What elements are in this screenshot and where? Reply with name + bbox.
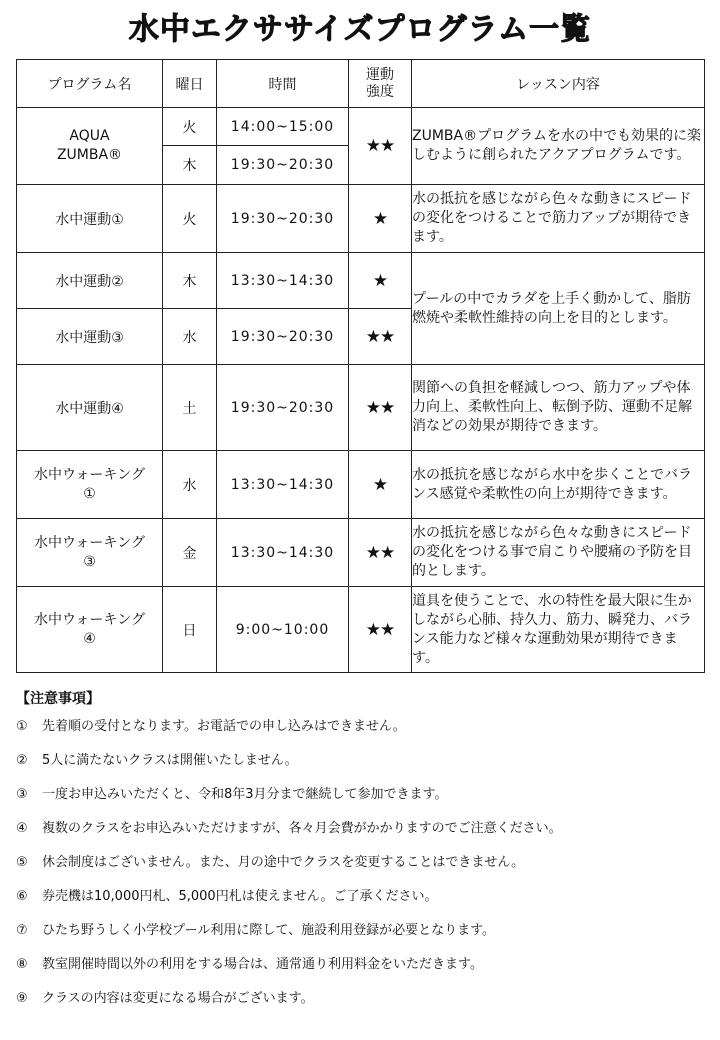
list-item — [16, 853, 706, 887]
header-time: 時間 — [217, 60, 349, 108]
program-name-line1: 水中ウォーキング — [33, 534, 146, 551]
time-cell: 19:30~20:30 — [217, 185, 349, 253]
program-name-line2: ④ — [83, 630, 96, 647]
note-number: ⑨ — [16, 991, 28, 1006]
intensity-stars: ★ — [349, 253, 412, 309]
list-item — [16, 717, 706, 751]
note-number: ② — [16, 753, 28, 768]
time-cell: 19:30~20:30 — [217, 146, 349, 185]
day-cell: 日 — [163, 587, 217, 673]
program-name: 水中運動③ — [17, 309, 163, 365]
page-title: 水中エクササイズプログラム一覧 — [128, 12, 592, 47]
lesson-description: 水の抵抗を感じながら色々な動きにスピードの変化をつけることで筋力アップが期待できます。 — [412, 185, 705, 253]
time-cell: 13:30~14:30 — [217, 519, 349, 587]
program-name — [17, 451, 163, 519]
notes-heading: 【注意事項】 — [16, 691, 100, 707]
note-text: 複数のクラスをお申込みいただけますが、各々月会費がかかりますのでご注意ください。 — [42, 821, 562, 836]
table-row — [17, 108, 705, 146]
note-text: 券売機は10,000円札、5,000円札は使えません。ご了承ください。 — [42, 889, 438, 904]
day-cell: 土 — [163, 365, 217, 451]
lesson-description: 水の抵抗を感じながら水中を歩くことでバランス感覚や柔軟性の向上が期待できます。 — [412, 451, 705, 519]
note-text: 5人に満たないクラスは開催いたしません。 — [42, 753, 298, 768]
time-cell: 13:30~14:30 — [217, 451, 349, 519]
day-cell: 水 — [163, 451, 217, 519]
list-item — [16, 921, 706, 955]
list-item — [16, 989, 706, 1023]
program-name: 水中運動④ — [17, 365, 163, 451]
note-number: ④ — [16, 821, 28, 836]
note-number: ⑧ — [16, 957, 28, 972]
note-number: ⑦ — [16, 923, 28, 938]
header-intensity-line1: 運動 — [366, 66, 394, 83]
table-row — [17, 451, 705, 519]
note-text: 休会制度はございません。また、月の途中でクラスを変更することはできません。 — [42, 855, 525, 870]
intensity-stars: ★★ — [349, 519, 412, 587]
note-number: ① — [16, 719, 28, 734]
time-cell: 19:30~20:30 — [217, 309, 349, 365]
list-item — [16, 785, 706, 819]
table-row — [17, 185, 705, 253]
program-name-line1: 水中ウォーキング — [33, 611, 146, 628]
table-row — [17, 587, 705, 673]
lesson-description: 水の抵抗を感じながら色々な動きにスピードの変化をつける事で肩こりや腰痛の予防を目的とします。 — [412, 519, 705, 587]
time-cell: 19:30~20:30 — [217, 365, 349, 451]
list-item — [16, 887, 706, 921]
program-name: 水中運動② — [17, 253, 163, 309]
list-item — [16, 955, 706, 989]
time-cell: 13:30~14:30 — [217, 253, 349, 309]
intensity-stars: ★★ — [349, 587, 412, 673]
note-number: ⑤ — [16, 855, 28, 870]
intensity-stars: ★ — [349, 185, 412, 253]
intensity-stars: ★★ — [349, 108, 412, 185]
intensity-stars: ★★ — [349, 309, 412, 365]
program-name — [17, 519, 163, 587]
lesson-description: ZUMBA®プログラムを水の中でも効果的に楽しむように創られたアクアプログラムです。 — [412, 108, 705, 185]
lesson-description: 関節への負担を軽減しつつ、筋力アップや体力向上、柔軟性向上、転倒予防、運動不足解消などの効果が期待できます。 — [412, 365, 705, 451]
table-row — [17, 519, 705, 587]
program-name-line1: AQUA — [69, 128, 110, 144]
program-name — [17, 587, 163, 673]
note-number: ③ — [16, 787, 28, 802]
table-header-row — [17, 60, 705, 108]
list-item — [16, 819, 706, 853]
lesson-description: プールの中でカラダを上手く動かして、脂肪燃焼や柔軟性維持の向上を目的とします。 — [412, 253, 705, 365]
lesson-description: 道具を使うことで、水の特性を最大限に生かしながら心肺、持久力、筋力、瞬発力、バランス能力など様々な運動効果が期待できます。 — [412, 587, 705, 673]
note-text: 教室開催時間以外の利用をする場合は、通常通り利用料金をいただきます。 — [42, 957, 483, 972]
program-name: 水中運動① — [17, 185, 163, 253]
note-number: ⑥ — [16, 889, 28, 904]
header-intensity-line2: 強度 — [366, 83, 394, 100]
day-cell: 金 — [163, 519, 217, 587]
day-cell: 水 — [163, 309, 217, 365]
table-row — [17, 253, 705, 309]
header-intensity — [349, 60, 412, 108]
note-text: 一度お申込みいただくと、令和8年3月分まで継続して参加できます。 — [42, 787, 448, 802]
program-name — [17, 108, 163, 185]
day-cell: 火 — [163, 185, 217, 253]
program-name-line2: ① — [83, 485, 96, 502]
intensity-stars: ★★ — [349, 365, 412, 451]
time-cell: 14:00~15:00 — [217, 108, 349, 146]
intensity-stars: ★ — [349, 451, 412, 519]
note-text: クラスの内容は変更になる場合がございます。 — [42, 991, 314, 1006]
header-program: プログラム名 — [17, 60, 163, 108]
program-name-line1: 水中ウォーキング — [33, 466, 146, 483]
note-text: ひたち野うしく小学校プール利用に際して、施設利用登録が必要となります。 — [42, 923, 496, 938]
notes-list — [16, 717, 706, 1023]
header-content: レッスン内容 — [412, 60, 705, 108]
note-text: 先着順の受付となります。お電話での申し込みはできません。 — [42, 719, 406, 734]
day-cell: 木 — [163, 253, 217, 309]
program-name-line2: ③ — [83, 553, 96, 570]
list-item — [16, 751, 706, 785]
program-name-line2: ZUMBA® — [56, 147, 123, 163]
header-day: 曜日 — [163, 60, 217, 108]
day-cell: 火 — [163, 108, 217, 146]
day-cell: 木 — [163, 146, 217, 185]
table-row — [17, 365, 705, 451]
program-table — [16, 59, 705, 673]
time-cell: 9:00~10:00 — [217, 587, 349, 673]
